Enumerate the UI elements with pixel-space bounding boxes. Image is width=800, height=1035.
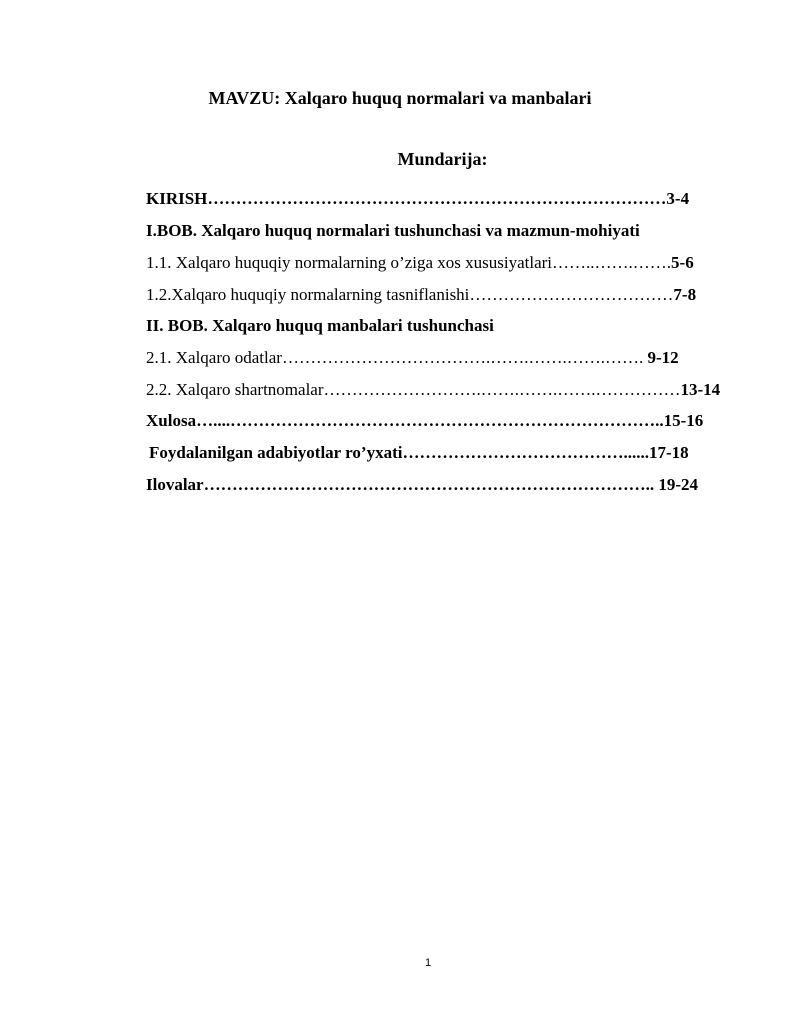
- toc-entry-chapter-1: [146, 221, 640, 241]
- title-text: Xalqaro huquq normalari va manbalari: [284, 88, 592, 108]
- toc-entry-text: Ilovalar……………………………………………………………………..: [146, 475, 659, 494]
- toc-heading: Mundarija:: [397, 149, 488, 169]
- toc-entry-text: KIRISH………………………………………………………………………: [146, 189, 667, 208]
- toc-entry-xulosa: [146, 411, 703, 431]
- toc-entry-1-2: [146, 285, 696, 305]
- toc-entry-bibliography: [149, 443, 689, 463]
- toc-entry-text: 2.1. Xalqaro odatlar……………………………….…….…….…….…….: [146, 348, 648, 367]
- toc-entry-text: II. BOB. Xalqaro huquq manbalari tushunchasi: [146, 316, 494, 335]
- toc-entry-chapter-2: [146, 316, 494, 336]
- toc-entry-page: 19-24: [658, 475, 699, 494]
- toc-entry-text: 2.2. Xalqaro shartnomalar……………………….…….…….…….……………: [146, 380, 681, 399]
- toc-entry-page: 9-12: [647, 348, 679, 367]
- title-label: MAVZU: [208, 88, 275, 108]
- toc-entry-text: 1.2.Xalqaro huquqiy normalarning tasniflanishi………………………………: [146, 285, 674, 304]
- toc-entry-page: 17-18: [648, 443, 689, 462]
- toc-entry-1-1: [146, 253, 694, 273]
- toc-entry-2-2: [146, 380, 720, 400]
- page-number: 1: [424, 957, 432, 969]
- toc-entry-text: Foydalanilgan adabiyotlar ro’yxati…………………………………......: [149, 443, 649, 462]
- toc-entry-page: 13-14: [680, 380, 721, 399]
- document-title: [0, 88, 800, 109]
- toc-entry-2-1: [146, 348, 679, 368]
- toc-entry-text: Xulosa…....…………………………………………………………………..: [146, 411, 664, 430]
- toc-entry-text: I.BOB. Xalqaro huquq normalari tushunchasi va mazmun-mohiyati: [146, 221, 640, 240]
- toc-entry-page: 7-8: [673, 285, 697, 304]
- title-separator: :: [274, 88, 285, 108]
- toc-entry-kirish: [146, 189, 689, 209]
- toc-entry-page: 3-4: [666, 189, 690, 208]
- toc-entry-ilovalar: [146, 475, 698, 495]
- toc-entry-page: 5-6: [671, 253, 694, 272]
- toc-entry-page: 15-16: [663, 411, 704, 430]
- toc-entry-text: 1.1. Xalqaro huquqiy normalarning o’ziga xos xususiyatlari……..…….…….: [146, 253, 672, 272]
